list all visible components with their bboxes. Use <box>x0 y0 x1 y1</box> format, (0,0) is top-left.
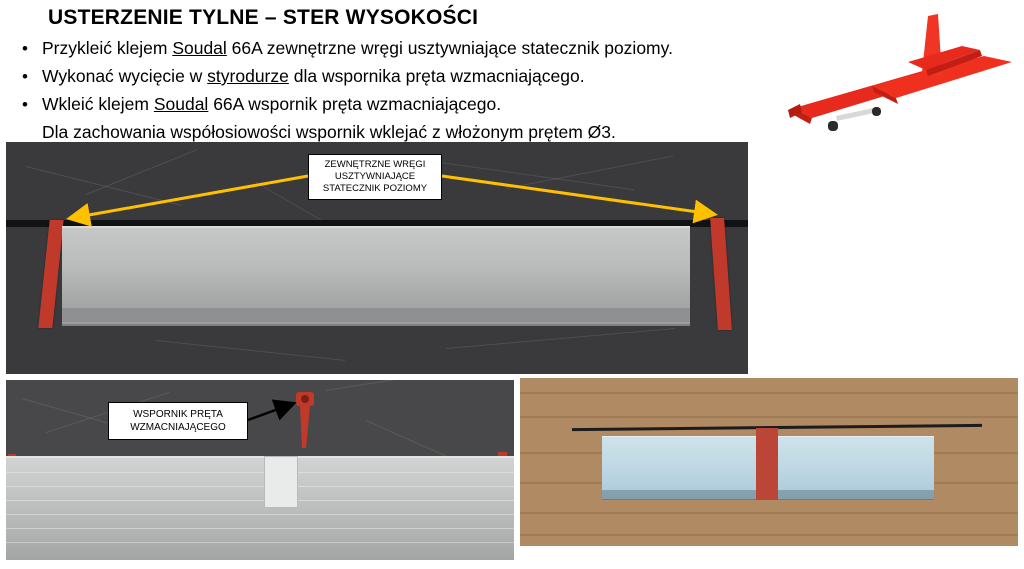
horizontal-stabilizer-photo <box>6 142 748 374</box>
bullet-marker-icon: • <box>22 95 28 114</box>
model-airplane-render <box>776 0 1024 140</box>
stabilizer-cutout-photo <box>6 380 514 560</box>
bullet-marker-icon: • <box>22 67 28 86</box>
text-segment: Przykleić klejem <box>42 38 173 58</box>
text-segment: dla wspornika pręta wzmacniającego. <box>288 66 585 86</box>
callout-line-2: USZTYWNIAJĄCE <box>334 171 416 182</box>
page-title: USTERZENIE TYLNE – STER WYSOKOŚCI <box>48 6 479 29</box>
text-segment-underlined: styrodurze <box>207 66 289 86</box>
callout-arrow <box>6 380 514 560</box>
text-segment-underlined: Soudal <box>153 94 209 114</box>
text-segment: Wkleić klejem <box>42 94 154 114</box>
text-segment: Wykonać wycięcie w <box>42 66 208 86</box>
callout-line-1: ZEWNĘTRZNE WRĘGI <box>324 159 426 170</box>
callout-line-3: STATECZNIK POZIOMY <box>322 183 428 194</box>
list-item-text <box>42 92 501 117</box>
text-segment: 66A zewnętrzne wręgi usztywniające statecznik poziomy. <box>226 38 673 58</box>
list-item <box>18 64 758 89</box>
rod-support-bracket <box>756 428 778 500</box>
callout-line-2: WZMACNIAJĄCEGO <box>130 422 226 433</box>
list-item <box>18 92 758 117</box>
callout-rod-support <box>108 402 248 440</box>
stabilizer-bracket-photo <box>520 378 1018 546</box>
bullet-marker-icon: • <box>22 39 28 58</box>
list-item-text <box>42 36 673 61</box>
instruction-list <box>18 36 758 145</box>
callout-outer-ribs <box>308 154 442 200</box>
list-item-text <box>42 64 585 89</box>
text-segment-underlined: Soudal <box>172 38 227 58</box>
list-item-continuation: Dla zachowania współosiowości wspornik wklejać z włożonym prętem Ø3. <box>42 122 616 142</box>
text-segment: 66A wspornik pręta wzmacniającego. <box>208 94 502 114</box>
list-item <box>18 36 758 61</box>
callout-line-1: WSPORNIK PRĘTA <box>133 409 223 420</box>
